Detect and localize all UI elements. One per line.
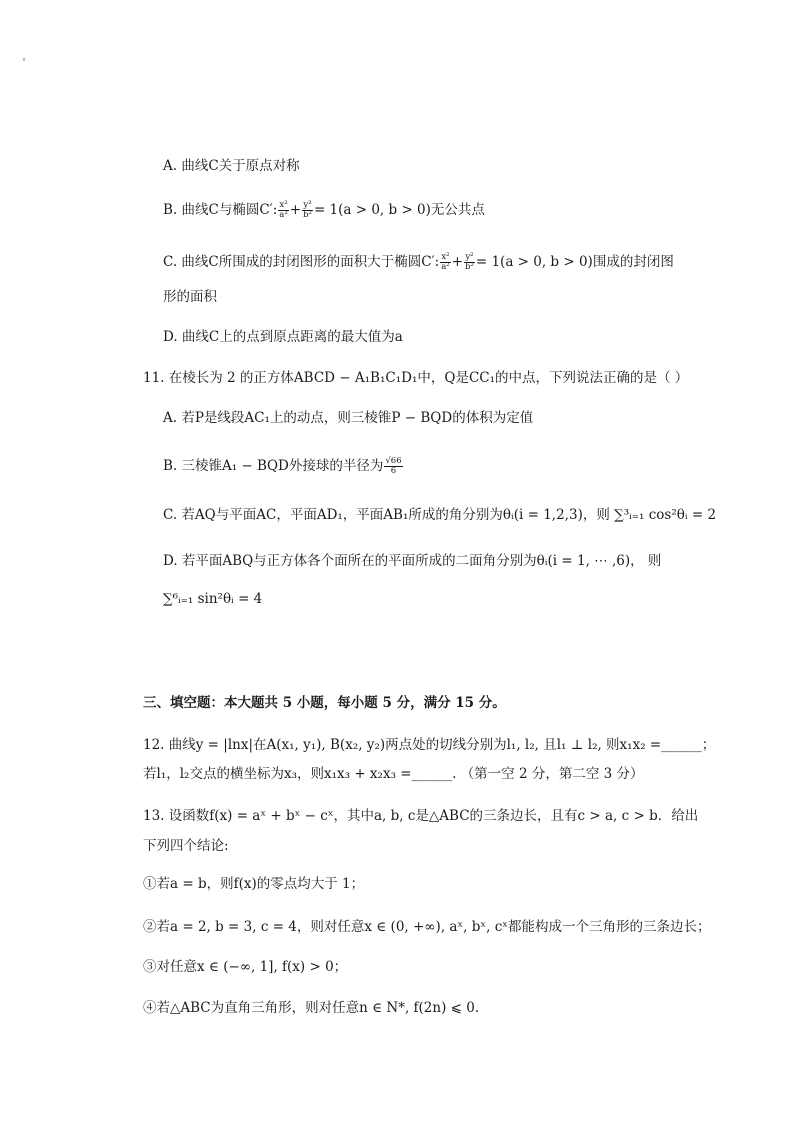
fraction-denominator: a²: [441, 262, 450, 272]
fraction-numerator: √66: [385, 456, 402, 466]
q11-option-d-continued: ∑⁶ᵢ₌₁ sin²θᵢ = 4: [163, 591, 263, 607]
q10-option-c-text: C. 曲线C所围成的封闭图形的面积大于椭圆C′:: [163, 254, 440, 270]
q11-option-b-text: B. 三棱锥A₁ − BQD外接球的半径为: [163, 458, 384, 474]
q10-option-c-continued: 形的面积: [163, 289, 217, 305]
q11-option-d: D. 若平面ABQ与正方体各个面所在的平面所成的二面角分别为θᵢ(i = 1, ⋯ ,6)， 则: [163, 553, 662, 569]
q10-option-d: D. 曲线C上的点到原点距离的最大值为a: [163, 329, 403, 345]
fraction-numerator: x²: [441, 252, 450, 262]
q11-option-a: A. 若P是线段AC₁上的动点，则三棱锥P − BQD的体积为定值: [163, 410, 534, 426]
q10-option-c-tail: = 1(a > 0, b > 0)围成的封闭图: [475, 254, 674, 270]
fraction-denominator: b²: [303, 210, 312, 220]
q13-line-1: 13. 设函数f(x) = aˣ + bˣ − cˣ，其中a, b, c是△ABC的三条边长，且有c > a, c > b．给出: [143, 808, 699, 824]
q11-option-b: [163, 456, 404, 476]
fraction-denominator: b²: [465, 262, 474, 272]
q11-option-c: C. 若AQ与平面AC，平面AD₁，平面AB₁所成的角分别为θᵢ(i = 1,2,3)，则 ∑³ᵢ₌₁ cos²θᵢ = 2: [163, 507, 717, 523]
q12-line-2: 若l₁，l₂交点的横坐标为x₃，则x₁x₃ + x₂x₃ =______. （第一空 2 分，第二空 3 分）: [143, 766, 644, 782]
q10-option-c: [163, 252, 674, 272]
q13-statement-1: ①若a = b，则f(x)的零点均大于 1；: [143, 876, 365, 892]
fraction-numerator: x²: [279, 200, 288, 210]
plus-sign: +: [289, 202, 302, 218]
fraction-y2-b2: [464, 253, 475, 272]
q10-option-b-tail: = 1(a > 0, b > 0)无公共点: [313, 202, 485, 218]
section-3-heading: 三、填空题：本大题共 5 小题，每小题 5 分，满分 15 分。: [143, 695, 506, 711]
fraction-denominator: a²: [279, 210, 288, 220]
fraction-sqrt66-6: [384, 457, 402, 476]
q13-statement-4: ④若△ABC为直角三角形，则对任意n ∈ N*, f(2n) ⩽ 0.: [143, 1000, 480, 1016]
q10-option-b-text: B. 曲线C与椭圆C′:: [163, 202, 278, 218]
fraction-denominator: 6: [390, 466, 397, 476]
q13-statement-3: ③对任意x ∈ (−∞, 1], f(x) > 0；: [143, 959, 348, 975]
q10-option-a: A. 曲线C关于原点对称: [163, 158, 300, 174]
fraction-numerator: y²: [303, 200, 312, 210]
fraction-x2-a2: [278, 201, 288, 220]
plus-sign: +: [451, 254, 463, 270]
q10-option-b: [163, 200, 485, 220]
fraction-y2-b2: [302, 201, 313, 220]
scan-speck: [23, 58, 25, 61]
q13-line-2: 下列四个结论:: [143, 838, 229, 854]
q11-stem: 11. 在棱长为 2 的正方体ABCD − A₁B₁C₁D₁中，Q是CC₁的中点，下列说法正确的是（ ）: [143, 370, 689, 386]
fraction-x2-a2: [440, 253, 450, 272]
fraction-numerator: y²: [465, 252, 474, 262]
q13-statement-2: ②若a = 2, b = 3, c = 4，则对任意x ∈ (0, +∞), aˣ, bˣ, cˣ都能构成一个三角形的三条边长；: [143, 919, 711, 935]
q12-line-1: 12. 曲线y = |lnx|在A(x₁, y₁), B(x₂, y₂)两点处的切线分别为l₁, l₂, 且l₁ ⊥ l₂, 则x₁x₂ =______；: [143, 737, 716, 753]
